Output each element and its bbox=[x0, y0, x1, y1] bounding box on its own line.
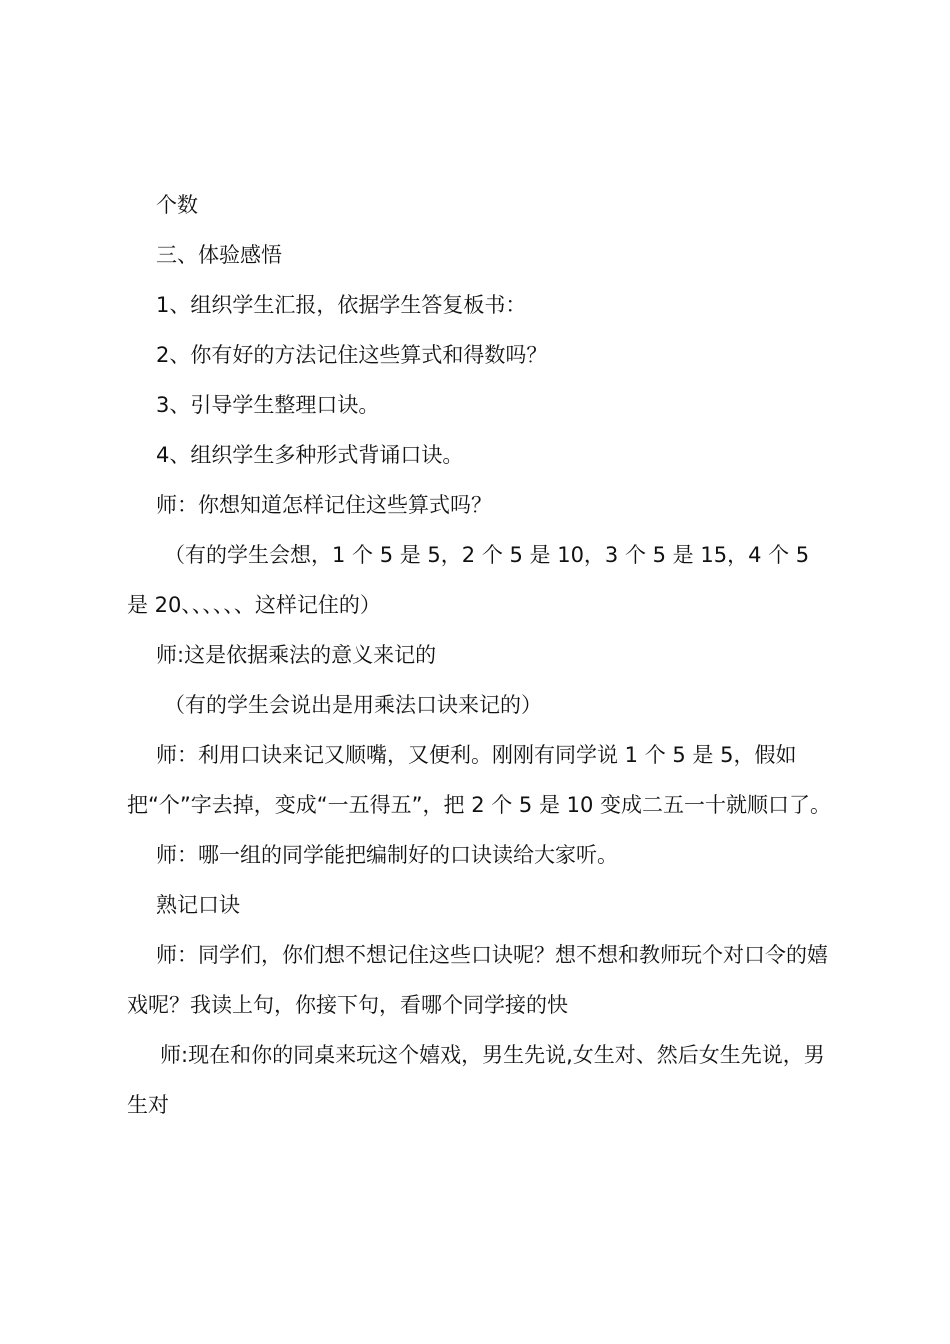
subheading-memorize: 熟记口诀 bbox=[156, 893, 240, 917]
paragraph-14: 师：同学们，你们想不想记住这些口诀呢？想不想和教师玩个对口令的嬉戏呢？我读上句，你接下句，看哪个同学接的快 bbox=[127, 943, 828, 1017]
paragraph-3: 1、组织学生汇报，依据学生答复板书： bbox=[156, 293, 527, 317]
paragraph-8: （有的学生会想，1 个 5 是 5，2 个 5 是 10，3 个 5 是 15，4 个 5 是 20、、、、、、这样记住的） bbox=[127, 543, 810, 617]
paragraph-11: 师：利用口诀来记又顺嘴，又便利。刚刚有同学说 1 个 5 是 5，假如把“个”字去掉，变成“一五得五”，把 2 个 5 是 10 变成二五一十就顺口了。 bbox=[127, 743, 832, 817]
section-heading: 三、体验感悟 bbox=[156, 243, 282, 267]
document-body bbox=[127, 180, 835, 1130]
paragraph-12: 师：哪一组的同学能把编制好的口诀读给大家听。 bbox=[156, 843, 618, 867]
paragraph-7: 师：你想知道怎样记住这些算式吗？ bbox=[156, 493, 492, 517]
paragraph-10: （有的学生会说出是用乘法口诀来记的） bbox=[164, 693, 542, 717]
paragraph-9: 师:这是依据乘法的意义来记的 bbox=[156, 643, 437, 667]
paragraph-15: 师:现在和你的同桌来玩这个嬉戏，男生先说,女生对、然后女生先说，男生对 bbox=[127, 1043, 825, 1117]
paragraph-5: 3、引导学生整理口诀。 bbox=[156, 393, 380, 417]
paragraph-4: 2、你有好的方法记住这些算式和得数吗？ bbox=[156, 343, 548, 367]
paragraph-6: 4、组织学生多种形式背诵口诀。 bbox=[156, 443, 464, 467]
paragraph-1: 个数 bbox=[156, 193, 198, 217]
